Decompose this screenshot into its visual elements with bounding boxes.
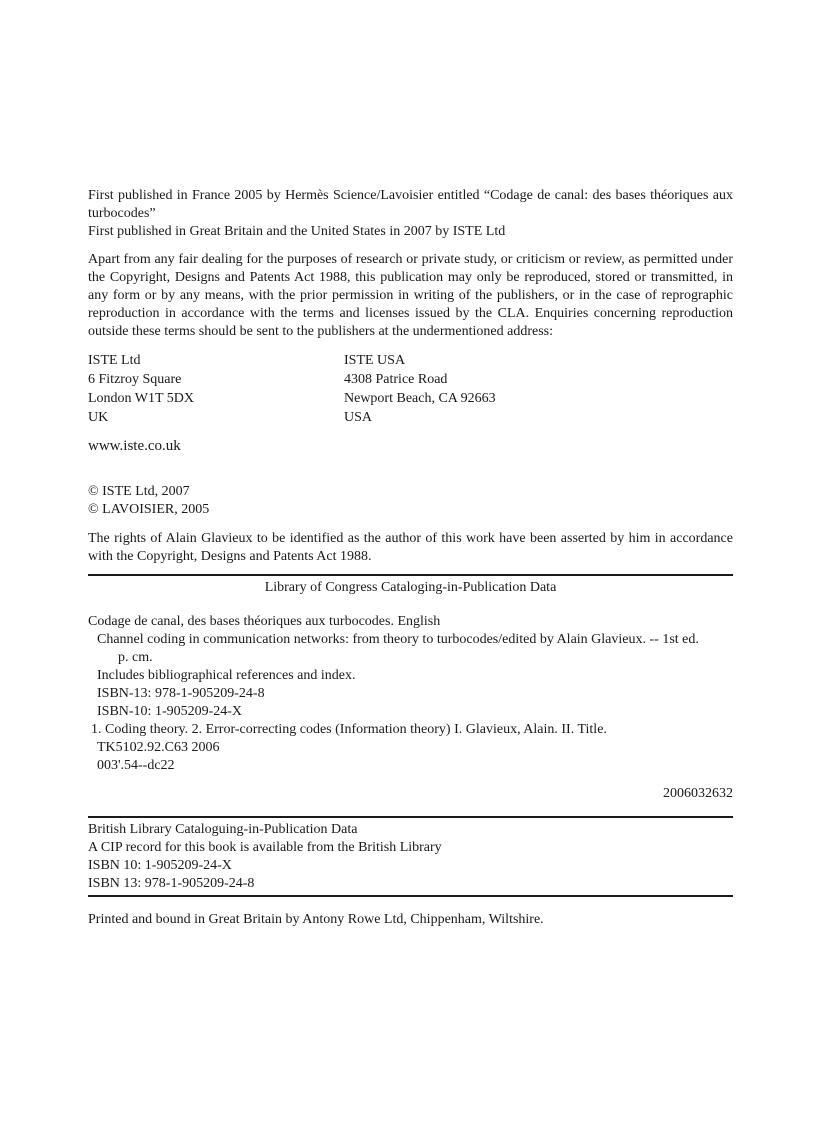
loc-line: Codage de canal, des bases théoriques aux turbocodes. English	[88, 614, 441, 629]
address-line: Newport Beach, CA 92663	[344, 391, 496, 406]
loc-line: TK5102.92.C63 2006	[97, 740, 220, 755]
rights-notice: Apart from any fair dealing for the purposes of research or private study, or criticism or review, as permitted under the Copyright, Designs and Patents Act 1988, this publication may only be reproduced, stored or transmitted, in any form or by any means, with the prior permission in writing of the publishers, or in the case of reprographic reproduction in accordance with the terms and licenses issued by the CLA. Enquiries concerning reproduction outside these terms should be sent to the publishers at the undermentioned address:	[88, 252, 733, 339]
website-url: www.iste.co.uk	[88, 438, 181, 454]
bl-line: ISBN 10: 1-905209-24-X	[88, 858, 232, 873]
loc-line: Includes bibliographical references and index.	[97, 668, 356, 683]
copyright-notices	[88, 483, 733, 519]
bl-line: A CIP record for this book is available from the British Library	[88, 840, 442, 855]
first-published-britain: First published in Great Britain and the United States in 2007 by ISTE Ltd	[88, 224, 506, 239]
publication-history	[88, 187, 733, 241]
printer-line: Printed and bound in Great Britain by Antony Rowe Ltd, Chippenham, Wiltshire.	[88, 912, 544, 927]
copyright-line: © LAVOISIER, 2005	[88, 502, 210, 517]
address-uk	[88, 351, 344, 427]
bl-line: British Library Cataloguing-in-Publication Data	[88, 822, 358, 837]
address-line: ISTE USA	[344, 353, 406, 368]
loc-cataloging-block	[88, 574, 733, 803]
loc-record-number: 2006032632	[663, 786, 733, 801]
publisher-addresses	[88, 351, 733, 427]
address-line: 4308 Patrice Road	[344, 372, 448, 387]
loc-line: 003'.54--dc22	[97, 758, 175, 773]
loc-line: Channel coding in communication networks: from theory to turbocodes/edited by Alain Glavieux. -- 1st ed.	[97, 632, 699, 647]
copyright-page	[88, 187, 733, 929]
address-line: London W1T 5DX	[88, 391, 195, 406]
address-line: ISTE Ltd	[88, 353, 141, 368]
address-line: UK	[88, 410, 109, 425]
loc-line: 1. Coding theory. 2. Error-correcting codes (Information theory) I. Glavieux, Alain. II. Title.	[91, 722, 607, 737]
loc-line: ISBN-13: 978-1-905209-24-8	[97, 686, 265, 701]
copyright-line: © ISTE Ltd, 2007	[88, 484, 190, 499]
loc-line: ISBN-10: 1-905209-24-X	[97, 704, 243, 719]
address-line: USA	[344, 410, 373, 425]
loc-heading: Library of Congress Cataloging-in-Publication Data	[264, 580, 557, 595]
loc-line: p. cm.	[118, 650, 153, 665]
first-published-france: First published in France 2005 by Hermès Science/Lavoisier entitled “Codage de canal: des bases théoriques aux turbocodes”	[88, 188, 733, 221]
british-library-block	[88, 816, 733, 897]
address-usa	[344, 351, 600, 427]
author-rights: The rights of Alain Glavieux to be identified as the author of this work have been asserted by him in accordance with the Copyright, Designs and Patents Act 1988.	[88, 531, 733, 564]
bl-line: ISBN 13: 978-1-905209-24-8	[88, 876, 255, 891]
address-line: 6 Fitzroy Square	[88, 372, 182, 387]
